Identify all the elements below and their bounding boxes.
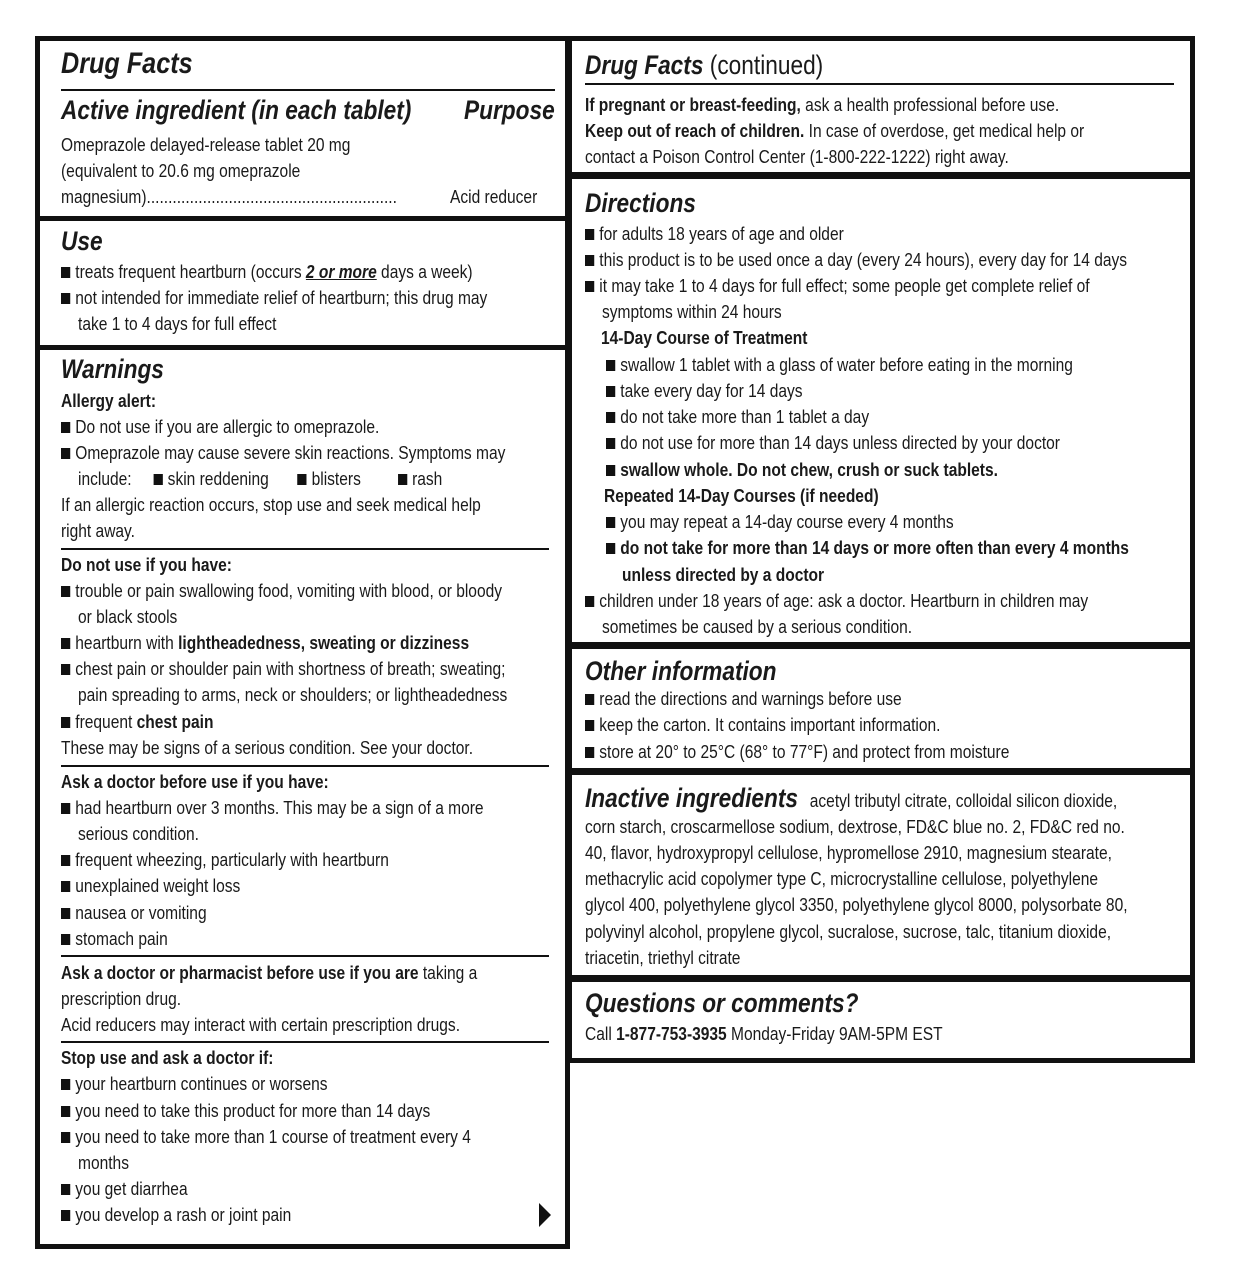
bullet-square-icon [585, 281, 594, 292]
stop-use-item-cont: months [78, 1152, 129, 1173]
do-not-use-item: trouble or pain swallowing food, vomiting with blood, or bloody [61, 578, 502, 604]
directions-item: this product is to be used once a day (every 24 hours), every day for 14 days [585, 247, 1127, 273]
inactive-ingredients-line: corn starch, croscarmellose sodium, dextrose, FD&C blue no. 2, FD&C red no. [585, 816, 1125, 837]
stop-use-item: your heartburn continues or worsens [61, 1071, 328, 1097]
bullet-square-icon [606, 517, 615, 528]
bullet-square-icon [585, 596, 594, 607]
ask-pharmacist-line-3: Acid reducers may interact with certain prescription drugs. [61, 1014, 461, 1035]
stop-use-item: you need to take more than 1 course of treatment every 4 [61, 1124, 471, 1150]
allergy-alert-heading: Allergy alert: [61, 390, 157, 411]
bullet-square-icon [61, 1184, 70, 1195]
course-item: do not take more than 1 tablet a day [606, 404, 869, 430]
section-divider [40, 216, 565, 221]
keep-out-line-2: contact a Poison Control Center (1-800-222-1222) right away. [585, 146, 1009, 167]
bullet-square-icon [606, 543, 615, 554]
inactive-ingredients-line: methacrylic acid copolymer type C, microcrystalline cellulose, polyethylene [585, 868, 1099, 889]
bullet-square-icon [153, 474, 162, 485]
course-item: swallow whole. Do not chew, crush or suck tablets. [606, 457, 998, 483]
allergy-symptoms: include: skin reddening blisters rash [78, 468, 443, 489]
ask-pharmacist-line-1: Ask a doctor or pharmacist before use if you are taking a [61, 962, 478, 983]
do-not-use-item: frequent chest pain [61, 709, 213, 735]
other-info-item: store at 20° to 25°C (68° to 77°F) and protect from moisture [585, 739, 1009, 765]
course-item: take every day for 14 days [606, 378, 803, 404]
drug-facts-right-panel [567, 36, 1195, 1063]
inactive-ingredients-line: 40, flavor, hydroxypropyl cellulose, hypromellose 2910, magnesium stearate, [585, 842, 1112, 863]
subsection-rule [61, 955, 549, 957]
bullet-square-icon [61, 422, 70, 433]
drug-facts-left-panel [35, 36, 570, 1249]
stop-use-item: you get diarrhea [61, 1176, 188, 1202]
do-not-use-item-cont: pain spreading to arms, neck or shoulders; or lightheadedness [78, 684, 508, 705]
bullet-square-icon [61, 803, 70, 814]
repeat-item: do not take for more than 14 days or more often than every 4 months [606, 535, 1129, 561]
ask-doctor-item-cont: serious condition. [78, 823, 199, 844]
allergy-note-1: If an allergic reaction occurs, stop use and seek medical help [61, 494, 481, 515]
ask-pharmacist-line-2: prescription drug. [61, 988, 182, 1009]
purpose-heading: Purpose [464, 95, 555, 125]
active-line-1: Omeprazole delayed-release tablet 20 mg [61, 134, 351, 155]
bullet-square-icon [61, 855, 70, 866]
drug-facts-continued-title: Drug Facts (continued) [585, 50, 824, 80]
warnings-heading: Warnings [61, 354, 164, 384]
section-divider [572, 975, 1190, 982]
bullet-square-icon [606, 386, 615, 397]
inactive-ingredients-line-1: Inactive ingredients acetyl tributyl citrate, colloidal silicon dioxide, [585, 783, 1118, 813]
use-item: treats frequent heartburn (occurs 2 or more days a week) [61, 259, 473, 285]
other-info-item: keep the carton. It contains important information. [585, 712, 940, 738]
ask-doctor-item: unexplained weight loss [61, 873, 240, 899]
ask-doctor-item: nausea or vomiting [61, 900, 207, 926]
bullet-square-icon [297, 474, 306, 485]
repeat-item: you may repeat a 14-day course every 4 months [606, 509, 954, 535]
use-item-cont: take 1 to 4 days for full effect [78, 313, 277, 334]
bullet-square-icon [61, 448, 70, 459]
other-information-heading: Other information [585, 656, 777, 686]
bullet-square-icon [61, 1079, 70, 1090]
bullet-square-icon [61, 717, 70, 728]
directions-heading: Directions [585, 188, 696, 218]
use-item: not intended for immediate relief of heartburn; this drug may [61, 285, 487, 311]
course-item: swallow 1 tablet with a glass of water before eating in the morning [606, 352, 1073, 378]
inactive-ingredients-line: glycol 400, polyethylene glycol 3350, polyethylene glycol 8000, polysorbate 80, [585, 894, 1128, 915]
bullet-square-icon [61, 664, 70, 675]
subsection-rule [61, 548, 549, 550]
title-rule [585, 83, 1174, 85]
directions-item: for adults 18 years of age and older [585, 221, 844, 247]
directions-item-cont: symptoms within 24 hours [602, 301, 782, 322]
bullet-square-icon [61, 881, 70, 892]
stop-use-heading: Stop use and ask a doctor if: [61, 1047, 274, 1068]
do-not-use-item: chest pain or shoulder pain with shortness of breath; sweating; [61, 656, 505, 682]
bullet-square-icon [61, 586, 70, 597]
repeat-item-cont: unless directed by a doctor [622, 564, 825, 585]
bullet-square-icon [61, 934, 70, 945]
bullet-square-icon [61, 908, 70, 919]
inactive-ingredients-heading: Inactive ingredients [585, 783, 799, 813]
do-not-use-item: heartburn with lightheadedness, sweating or dizziness [61, 630, 469, 656]
bullet-square-icon [61, 638, 70, 649]
section-divider [572, 768, 1190, 775]
pregnant-line: If pregnant or breast-feeding, ask a health professional before use. [585, 94, 1060, 115]
do-not-use-heading: Do not use if you have: [61, 554, 232, 575]
bullet-square-icon [61, 267, 70, 278]
bullet-square-icon [585, 255, 594, 266]
inactive-ingredients-line: polyvinyl alcohol, propylene glycol, sucralose, sucrose, talc, titanium dioxide, [585, 921, 1112, 942]
bullet-square-icon [585, 720, 594, 731]
allergy-item: Omeprazole may cause severe skin reactions. Symptoms may [61, 440, 505, 466]
keep-out-line-1: Keep out of reach of children. In case of overdose, get medical help or [585, 120, 1085, 141]
bullet-square-icon [606, 360, 615, 371]
bullet-square-icon [606, 438, 615, 449]
ask-doctor-item: frequent wheezing, particularly with heartburn [61, 847, 389, 873]
bullet-square-icon [585, 229, 594, 240]
bullet-square-icon [606, 465, 615, 476]
bullet-square-icon [585, 747, 594, 758]
questions-heading: Questions or comments? [585, 988, 859, 1018]
ask-doctor-item: had heartburn over 3 months. This may be a sign of a more [61, 795, 484, 821]
directions-item: it may take 1 to 4 days for full effect; some people get complete relief of [585, 273, 1090, 299]
section-divider [40, 345, 565, 350]
bullet-square-icon [606, 412, 615, 423]
continue-arrow-icon [538, 1202, 552, 1228]
course-item: do not use for more than 14 days unless directed by your doctor [606, 430, 1060, 456]
directions-item: children under 18 years of age: ask a doctor. Heartburn in children may [585, 588, 1088, 614]
allergy-item: Do not use if you are allergic to omeprazole. [61, 414, 379, 440]
questions-call-line: Call 1-877-753-3935 Monday-Friday 9AM-5PM EST [585, 1023, 943, 1044]
other-info-item: read the directions and warnings before use [585, 686, 902, 712]
subsection-rule [61, 765, 549, 767]
subsection-rule [61, 1041, 549, 1043]
do-not-use-note: These may be signs of a serious condition. See your doctor. [61, 737, 474, 758]
bullet-square-icon [61, 293, 70, 304]
purpose-value: Acid reducer [450, 186, 538, 207]
stop-use-item: you need to take this product for more than 14 days [61, 1098, 430, 1124]
directions-item-cont: sometimes be caused by a serious condition. [602, 616, 913, 637]
bullet-square-icon [61, 1106, 70, 1117]
ask-doctor-item: stomach pain [61, 926, 168, 952]
active-line-3: magnesium).......................................................... [61, 186, 397, 207]
repeat-course-heading: Repeated 14-Day Courses (if needed) [604, 485, 879, 506]
use-heading: Use [61, 226, 103, 256]
bullet-square-icon [61, 1210, 70, 1221]
bullet-square-icon [398, 474, 407, 485]
course-heading: 14-Day Course of Treatment [601, 327, 808, 348]
active-line-2: (equivalent to 20.6 mg omeprazole [61, 160, 301, 181]
stop-use-item: you develop a rash or joint pain [61, 1202, 291, 1228]
phone-number[interactable]: 1-877-753-3935 [616, 1023, 727, 1044]
bullet-square-icon [585, 694, 594, 705]
bullet-square-icon [61, 1132, 70, 1143]
do-not-use-item-cont: or black stools [78, 606, 178, 627]
active-ingredient-heading: Active ingredient (in each tablet) [61, 95, 412, 125]
allergy-note-2: right away. [61, 520, 135, 541]
section-divider [572, 642, 1190, 649]
section-divider [572, 172, 1190, 179]
title-rule [61, 89, 555, 91]
inactive-ingredients-line: triacetin, triethyl citrate [585, 947, 741, 968]
ask-doctor-heading: Ask a doctor before use if you have: [61, 771, 329, 792]
drug-facts-title: Drug Facts [61, 47, 193, 80]
